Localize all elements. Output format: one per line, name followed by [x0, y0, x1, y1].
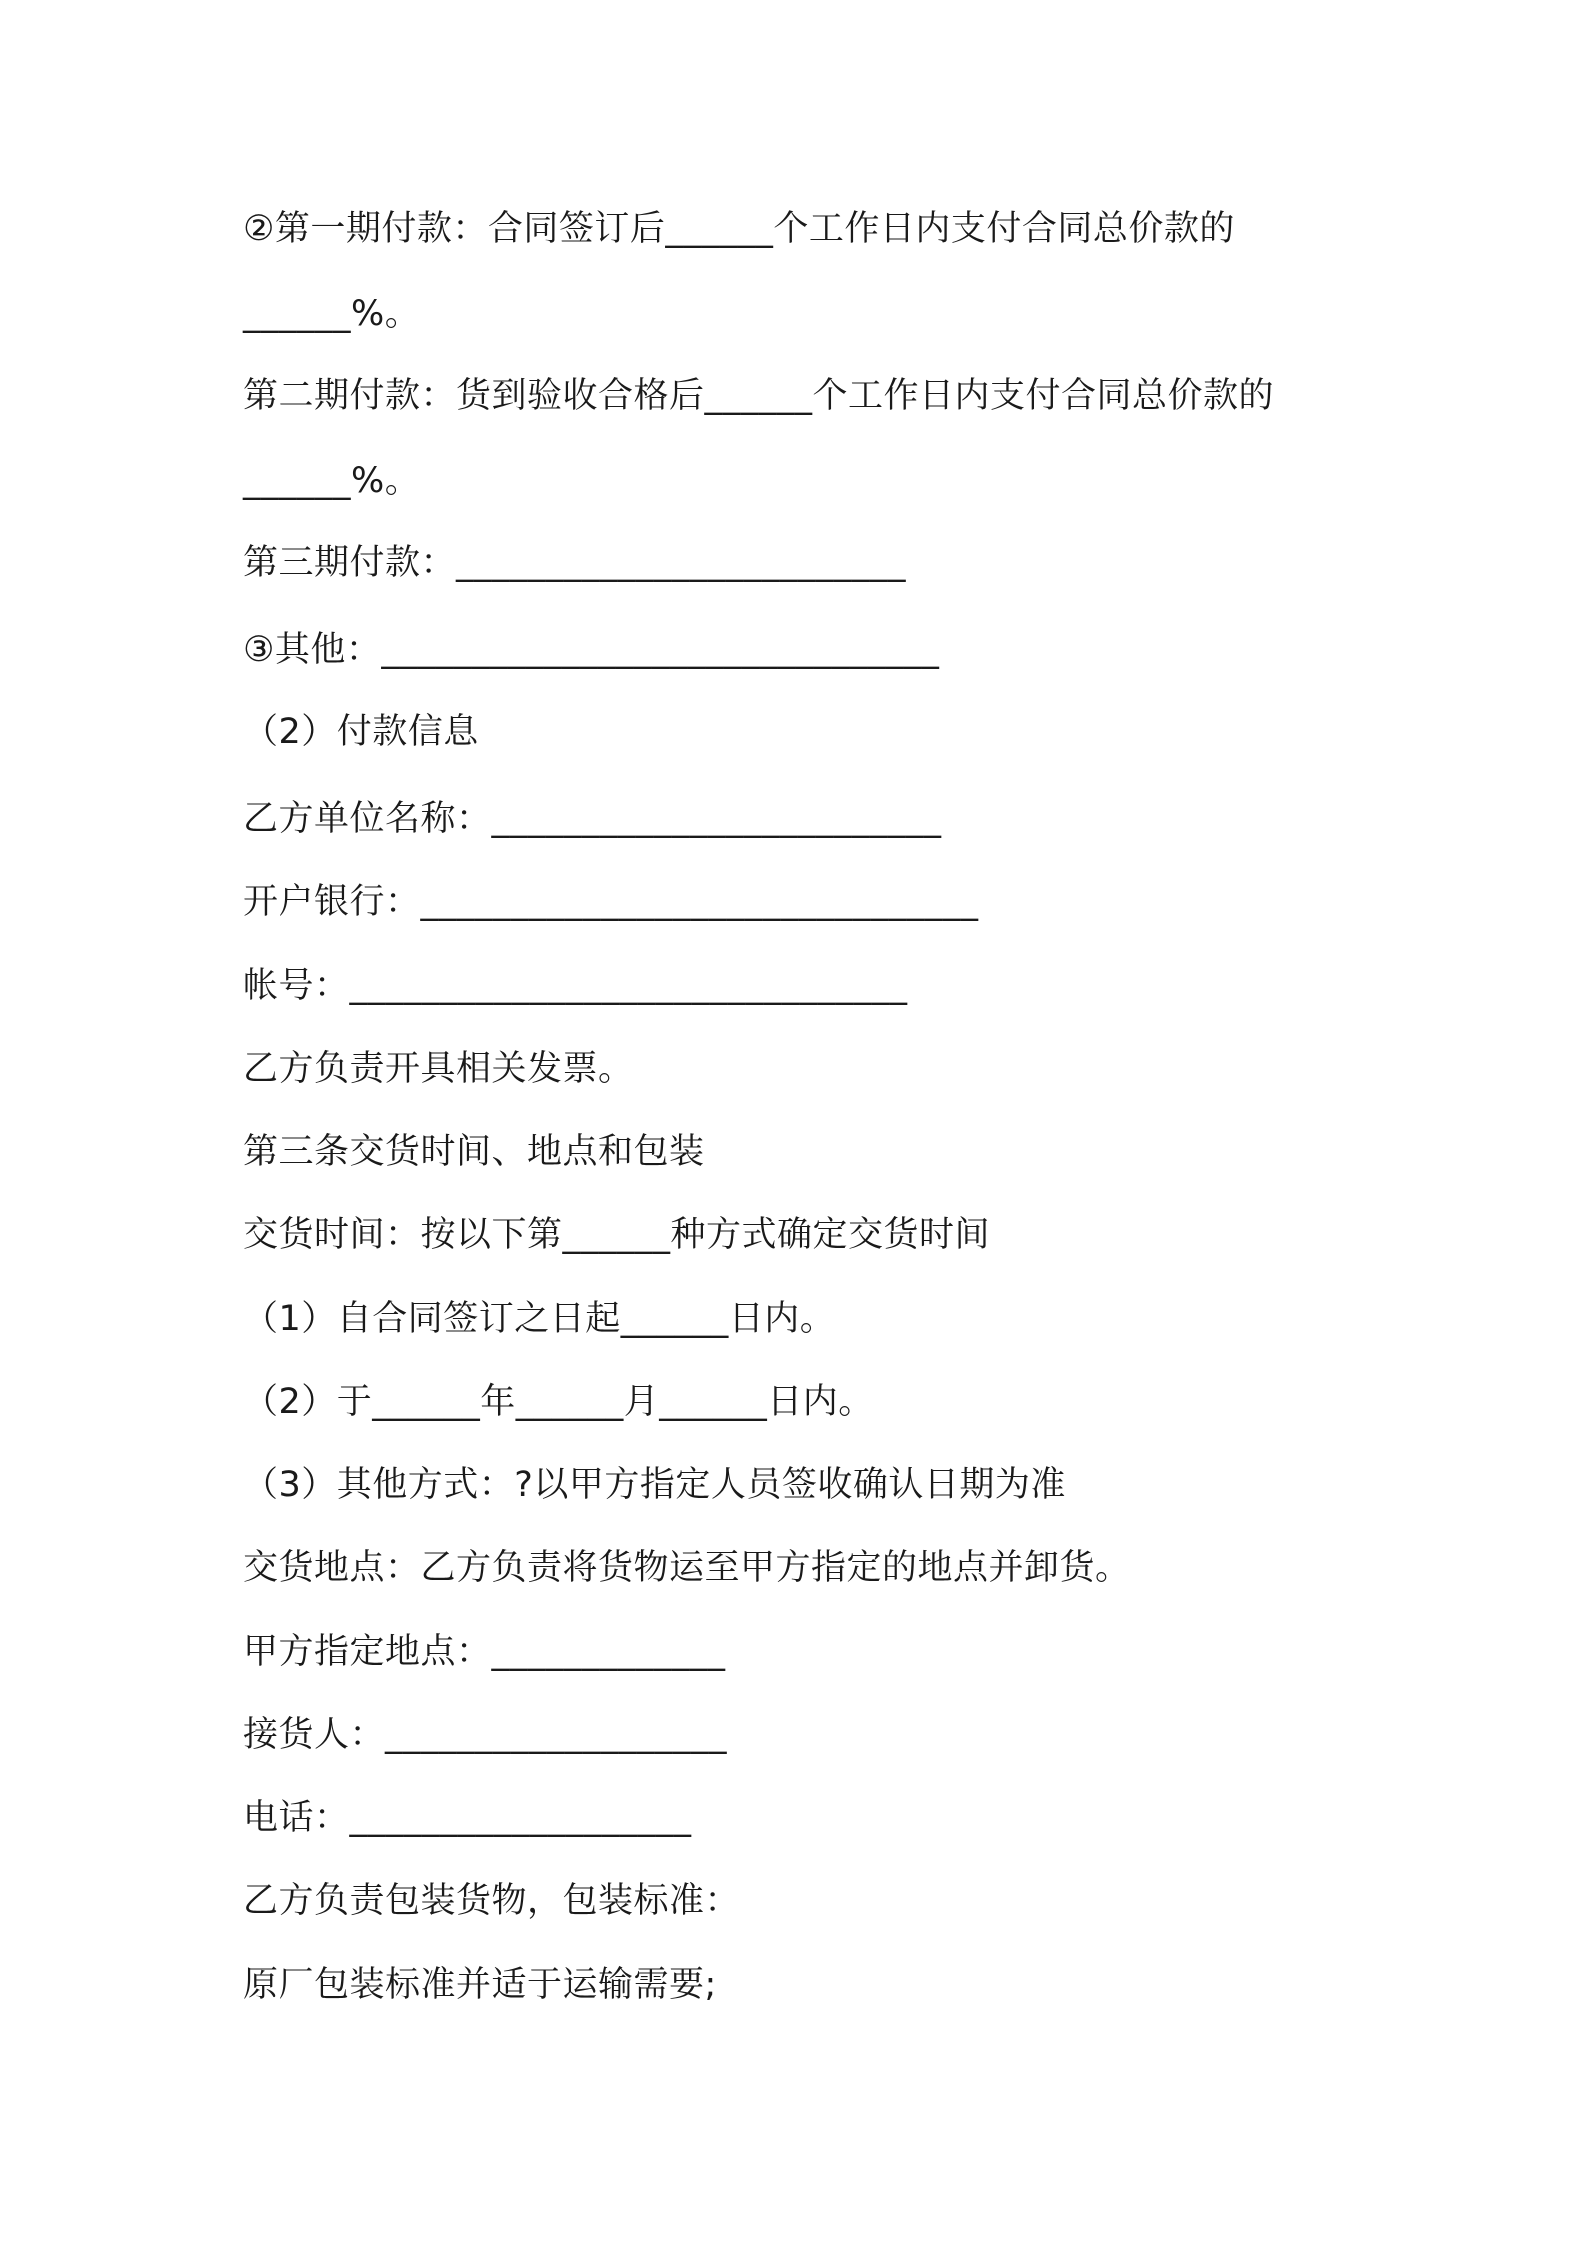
invoice-note: 乙方负责开具相关发票。	[243, 1049, 634, 1089]
payment-info-heading: （2）付款信息	[243, 712, 479, 752]
packaging-responsibility: 乙方负责包装货物，包装标准：	[243, 1881, 741, 1921]
payment-other: ③其他：_______________________________	[243, 630, 940, 670]
party-a-designated-place: 甲方指定地点：_____________	[243, 1632, 726, 1672]
article-three-heading: 第三条交货时间、地点和包装	[243, 1132, 705, 1172]
delivery-option-3: （3）其他方式：?以甲方指定人员签收确认日期为准	[243, 1465, 1066, 1505]
party-b-unit-name: 乙方单位名称：_________________________	[243, 799, 942, 839]
payment-first-installment: ②第一期付款：合同签订后______个工作日内支付合同总价款的	[243, 209, 1235, 249]
receiver: 接货人：___________________	[243, 1715, 728, 1755]
delivery-time: 交货时间：按以下第______种方式确定交货时间	[243, 1215, 991, 1255]
delivery-option-1: （1）自合同签订之日起______日内。	[243, 1299, 836, 1339]
bank-name: 开户银行：_______________________________	[243, 882, 979, 922]
delivery-option-2: （2）于______年______月______日内。	[243, 1382, 874, 1422]
payment-first-percent: ______%。	[243, 294, 421, 334]
payment-second-installment: 第二期付款：货到验收合格后______个工作日内支付合同总价款的	[243, 376, 1275, 416]
payment-third-installment: 第三期付款：_________________________	[243, 543, 907, 583]
payment-second-percent: ______%。	[243, 461, 421, 501]
delivery-place: 交货地点：乙方负责将货物运至甲方指定的地点并卸货。	[243, 1548, 1131, 1588]
account-number: 帐号：_______________________________	[243, 966, 908, 1006]
packaging-standard: 原厂包装标准并适于运输需要;	[243, 1965, 717, 2005]
phone: 电话：___________________	[243, 1798, 692, 1838]
